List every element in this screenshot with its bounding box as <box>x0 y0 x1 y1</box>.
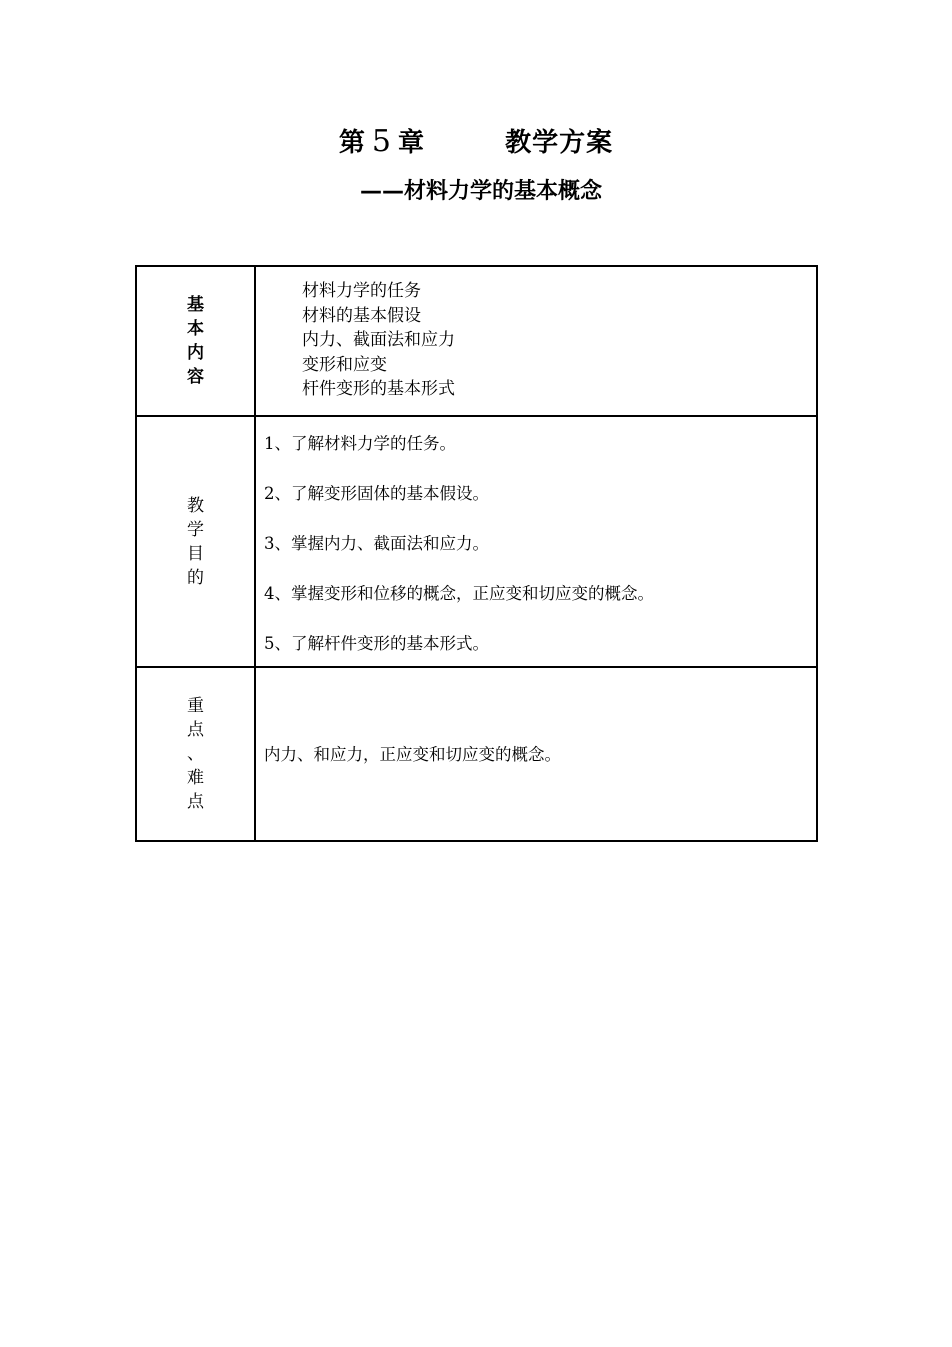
table-row-teaching-goals <box>136 416 817 667</box>
list-item: 3、掌握内力、截面法和应力。 <box>264 534 489 553</box>
table-row-basic-content <box>136 266 817 416</box>
list-item: 4、掌握变形和位移的概念，正应变和切应变的概念。 <box>264 584 654 603</box>
teaching-goals-cell <box>255 416 817 667</box>
chapter-prefix: 第 <box>338 128 366 158</box>
list-item: 2、了解变形固体的基本假设。 <box>264 484 489 503</box>
page-title <box>0 122 952 163</box>
list-item: 材料的基本假设 <box>302 305 421 326</box>
list-item: 材料力学的任务 <box>302 281 421 301</box>
key-points-text: 内力、和应力，正应变和切应变的概念。 <box>264 744 561 764</box>
list-item: 内力、截面法和应力 <box>302 330 455 350</box>
plan-heading: 教学方案 <box>505 128 614 158</box>
page-subtitle: ——材料力学的基本概念 <box>360 179 603 204</box>
list-item: 1、了解材料力学的任务。 <box>264 434 456 453</box>
chapter-suffix: 章 <box>398 128 426 158</box>
lesson-plan-table <box>135 265 818 842</box>
topic-list <box>256 267 816 402</box>
key-points-label: 重 点 、 难 点 <box>136 667 255 841</box>
chapter-number: 5 <box>371 124 392 159</box>
key-points-cell <box>255 667 817 841</box>
teaching-goals-label: 教 学 目 的 <box>136 416 255 667</box>
basic-content-cell <box>255 266 817 416</box>
list-item: 杆件变形的基本形式 <box>302 379 455 399</box>
list-item: 5、了解杆件变形的基本形式。 <box>264 634 489 653</box>
goal-list <box>256 417 816 656</box>
basic-content-label: 基 本 内 容 <box>136 266 255 416</box>
table-row-key-points <box>136 667 817 841</box>
list-item: 变形和应变 <box>302 354 387 375</box>
chapter-heading <box>339 122 425 163</box>
